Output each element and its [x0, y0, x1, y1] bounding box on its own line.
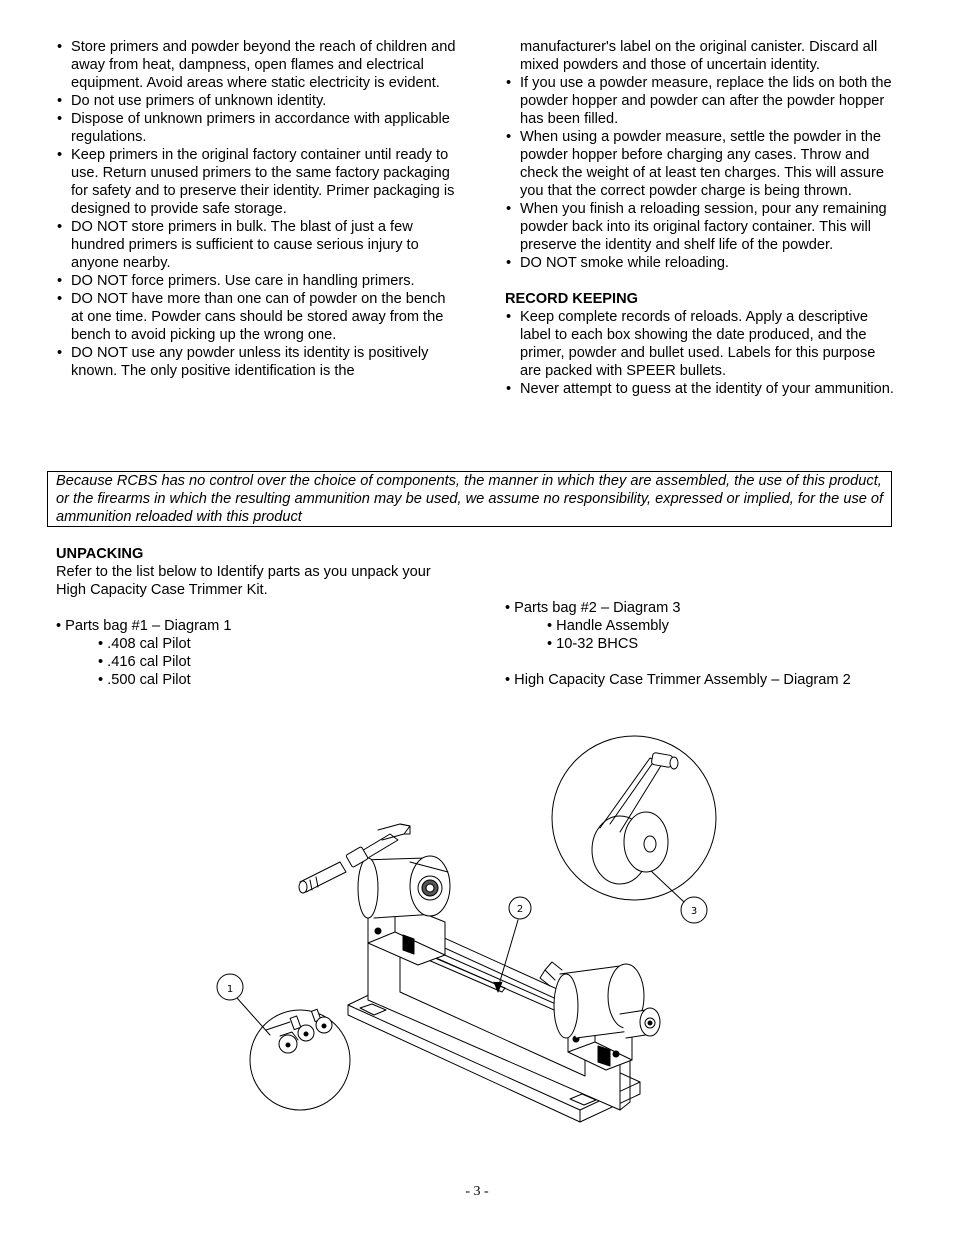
list-item: • If you use a powder measure, replace the lids on both the powder hopper and powder can after the powder hopper has been filled. — [505, 74, 900, 128]
callout-3-detail — [552, 736, 716, 923]
list-item: • Never attempt to guess at the identity of your ammunition. — [505, 380, 900, 398]
unpacking-heading: UNPACKING — [56, 546, 144, 562]
list-item: • DO NOT force primers. Use care in handling primers. — [56, 272, 456, 290]
parts-bag-1-item: • .416 cal Pilot — [98, 654, 191, 670]
callout-1-label: 1 — [226, 984, 234, 995]
record-keeping-list — [505, 308, 900, 398]
trimmer-assembly-label: • High Capacity Case Trimmer Assembly – Diagram 2 — [505, 672, 851, 688]
left-head — [358, 856, 450, 918]
case-trimmer-diagram — [200, 730, 740, 1150]
callout-3-label: 3 — [690, 906, 698, 917]
list-item: • When using a powder measure, settle the powder in the powder hopper before charging any cases. Throw and check the weight of at least ten charges. This will assure you that the correct powder charge is being thrown. — [505, 128, 900, 200]
parts-bag-1-label: • Parts bag #1 – Diagram 1 — [56, 618, 232, 634]
page-number: - 3 - — [465, 1184, 489, 1199]
list-item: • DO NOT have more than one can of powder on the bench at one time. Powder cans should be stored away from the bench to avoid picking up the wrong one. — [56, 290, 456, 344]
list-item-continuation: manufacturer's label on the original canister. Discard all mixed powders and those of uncertain identity. — [520, 39, 878, 73]
right-head — [540, 962, 660, 1038]
parts-bag-2-label: • Parts bag #2 – Diagram 3 — [505, 600, 681, 616]
parts-bag-1-item: • .500 cal Pilot — [98, 672, 191, 688]
callout-1-detail — [217, 974, 350, 1110]
parts-bag-1-item: • .408 cal Pilot — [98, 636, 191, 652]
list-item: • Keep primers in the original factory container until ready to use. Return unused primers to the same factory packaging for safety and to preserve their identity. Primer packaging is designed to provide safe storage. — [56, 146, 456, 218]
list-item: • Do not use primers of unknown identity. — [56, 92, 456, 110]
callout-2-label: 2 — [516, 904, 524, 915]
right-column — [505, 38, 900, 398]
list-item: • DO NOT use any powder unless its identity is positively known. The only positive identification is the — [56, 344, 456, 380]
safety-list-right — [505, 38, 900, 272]
disclaimer-box: Because RCBS has no control over the choice of components, the manner in which they are assembled, the use of this product, or the firearms in which the resulting ammunition may be used, we assume no responsibility, expressed or implied, for the use of ammunition reloaded with this product — [47, 471, 892, 527]
parts-bag-2-item: • Handle Assembly — [547, 618, 669, 634]
unpacking-section — [56, 545, 456, 689]
unpacking-intro: Refer to the list below to Identify parts as you unpack your High Capacity Case Trimmer Kit. — [56, 564, 431, 598]
left-column — [56, 38, 456, 380]
safety-list-left — [56, 38, 456, 380]
list-item: • Keep complete records of reloads. Apply a descriptive label to each box showing the date produced, and the primer, powder and bullet used. Labels for this purpose are packed with SPEER bullets. — [505, 308, 900, 380]
list-item: • Store primers and powder beyond the reach of children and away from heat, dampness, open flames and electrical equipment. Avoid areas where static electricity is evident. — [56, 38, 456, 92]
list-item: • Dispose of unknown primers in accordance with applicable regulations. — [56, 110, 456, 146]
parts-bag-2-item: • 10-32 BHCS — [547, 636, 639, 652]
parts-bag-2-section — [505, 599, 925, 689]
list-item: • DO NOT smoke while reloading. — [505, 254, 900, 272]
list-item: • When you finish a reloading session, pour any remaining powder back into its original factory container. This will preserve the identity and shelf life of the powder. — [505, 200, 900, 254]
record-keeping-heading: RECORD KEEPING — [505, 291, 638, 307]
list-item: • DO NOT store primers in bulk. The blast of just a few hundred primers is sufficient to cause serious injury to anyone nearby. — [56, 218, 456, 272]
